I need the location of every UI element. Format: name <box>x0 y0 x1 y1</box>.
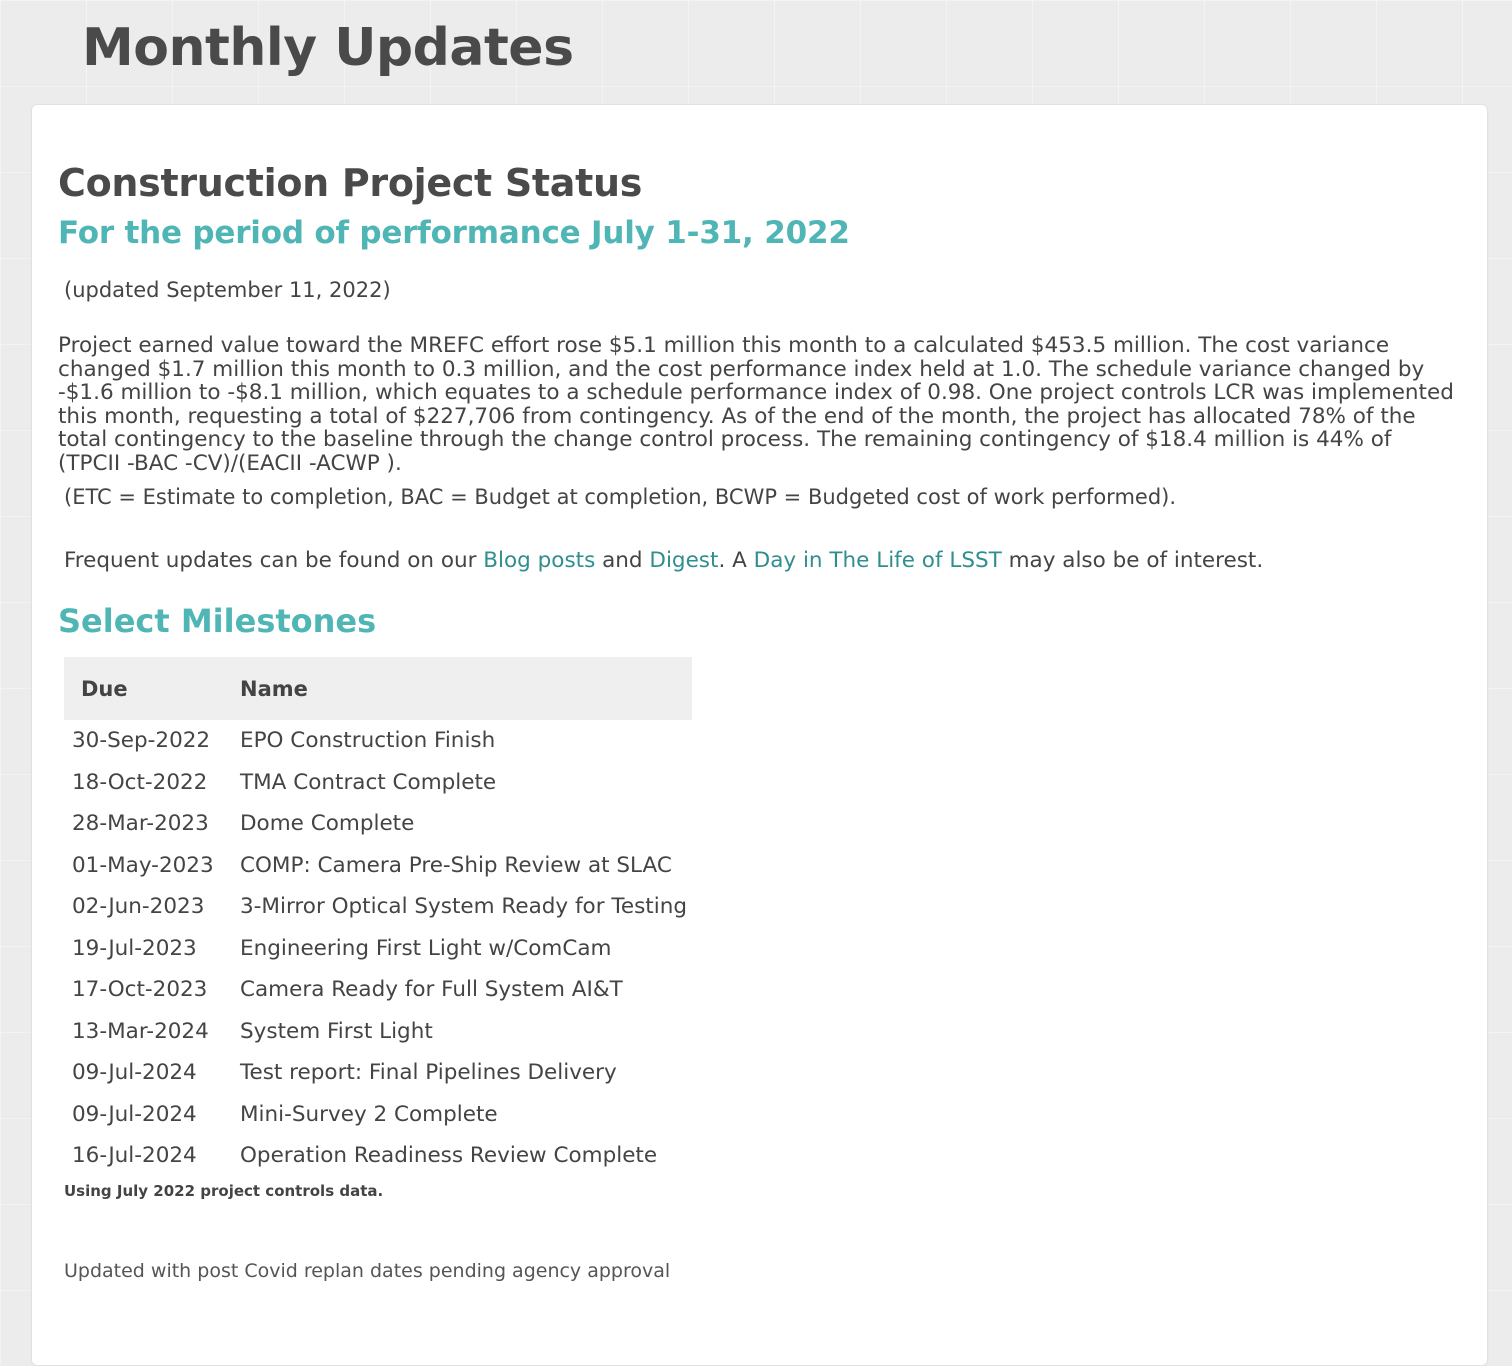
table-header-row <box>64 657 692 720</box>
acronym-glossary: (ETC = Estimate to completion, BAC = Budget at completion, BCWP = Budgeted cost of work performed). <box>64 485 1177 509</box>
milestones-heading: Select Milestones <box>58 602 377 640</box>
due-cell: 02-Jun-2023 <box>72 894 205 920</box>
name-cell: Operation Readiness Review Complete <box>240 1143 658 1169</box>
name-cell: EPO Construction Finish <box>240 728 496 754</box>
name-cell: Engineering First Light w/ComCam <box>240 935 612 961</box>
column-header-due: Due <box>64 657 240 720</box>
name-cell: Dome Complete <box>240 811 415 837</box>
page-title: Monthly Updates <box>82 18 574 78</box>
due-cell: 09-Jul-2024 <box>72 1060 197 1086</box>
name-cell: Test report: Final Pipelines Delivery <box>240 1060 617 1086</box>
table-row <box>64 803 692 845</box>
frequent-suffix: may also be of interest. <box>1001 548 1264 573</box>
day-in-life-link[interactable]: Day in The Life of LSST <box>753 548 1002 573</box>
due-cell: 17-Oct-2023 <box>72 977 208 1003</box>
frequent-middle: . A <box>718 548 754 573</box>
due-cell: 09-Jul-2024 <box>72 1101 197 1127</box>
table-row <box>64 928 692 970</box>
table-row <box>64 845 692 887</box>
due-cell: 16-Jul-2024 <box>72 1143 197 1169</box>
column-header-name: Name <box>240 657 692 720</box>
due-cell: 28-Mar-2023 <box>72 811 209 837</box>
table-row <box>64 1011 692 1053</box>
table-row <box>64 720 692 762</box>
table-row <box>64 886 692 928</box>
frequent-prefix: Frequent updates can be found on our <box>64 548 484 573</box>
period-subtitle: For the period of performance July 1-31, 2022 <box>58 215 850 251</box>
name-cell: System First Light <box>240 1018 433 1044</box>
name-cell: 3-Mirror Optical System Ready for Testing <box>240 894 687 920</box>
updated-date: (updated September 11, 2022) <box>64 278 391 302</box>
table-row <box>64 1135 692 1177</box>
name-cell: TMA Contract Complete <box>240 769 497 795</box>
due-cell: 30-Sep-2022 <box>72 728 211 754</box>
table-row <box>64 762 692 804</box>
blog-posts-link[interactable]: Blog posts <box>483 548 596 573</box>
milestones-table <box>64 657 692 1177</box>
digest-link[interactable]: Digest <box>649 548 719 573</box>
name-cell: Camera Ready for Full System AI&T <box>240 977 623 1003</box>
status-summary: Project earned value toward the MREFC effort rose $5.1 million this month to a calculated $453.5 million. The cost variance changed $1.7 million this month to 0.3 million, and the cost performance index held at 1.0. The schedule variance changed by -$1.6 million to -$8.1 million, which equates to a schedule performance index of 0.98. One project controls LCR was implemented this month, requesting a total of $227,706 from contingency. As of the end of the month, the project has allocated 78% of the total contingency to the baseline through the change control process. The remaining contingency of $18.4 million is 44% of (TPCII -BAC -CV)/(EACII -ACWP ). <box>58 333 1454 476</box>
content-card <box>31 104 1488 1366</box>
status-title: Construction Project Status <box>58 161 643 205</box>
frequent-and: and <box>595 548 650 573</box>
replan-note: Updated with post Covid replan dates pending agency approval <box>64 1260 671 1282</box>
due-cell: 18-Oct-2022 <box>72 769 208 795</box>
table-footnote: Using July 2022 project controls data. <box>64 1182 384 1200</box>
frequent-updates-text <box>64 548 1263 573</box>
name-cell: COMP: Camera Pre-Ship Review at SLAC <box>240 852 672 878</box>
due-cell: 19-Jul-2023 <box>72 935 197 961</box>
name-cell: Mini-Survey 2 Complete <box>240 1101 498 1127</box>
due-cell: 01-May-2023 <box>72 852 214 878</box>
table-row <box>64 1094 692 1136</box>
table-row <box>64 969 692 1011</box>
due-cell: 13-Mar-2024 <box>72 1018 209 1044</box>
table-row <box>64 1052 692 1094</box>
